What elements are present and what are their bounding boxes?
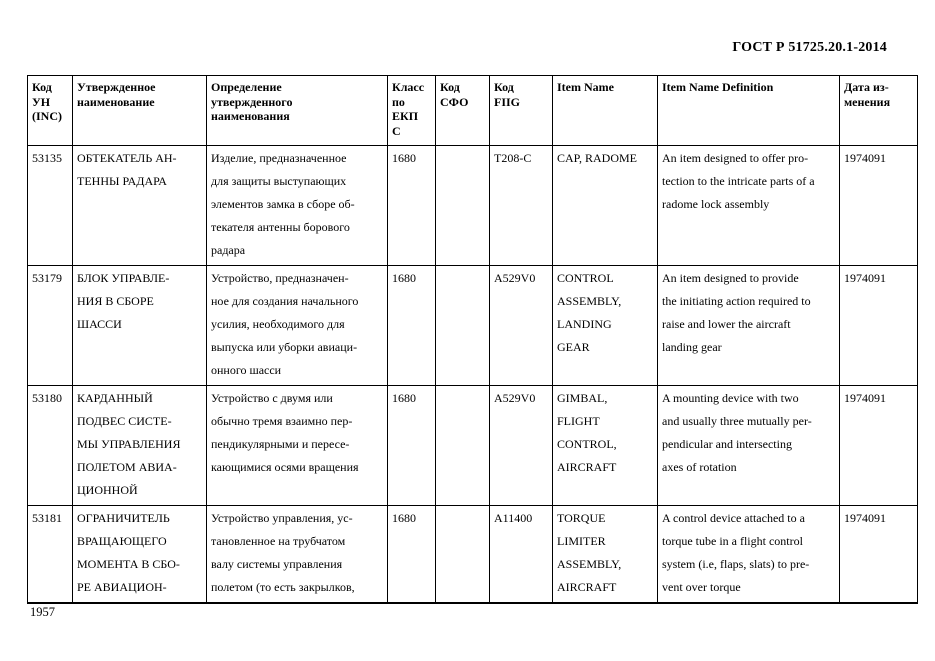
table-header-row [28, 76, 918, 146]
cell-definition-ru: Устройство управления, ус- тановленное на трубчатом валу системы управления полетом (то есть закрылков, [207, 506, 388, 604]
col-header-definition: Определение утвержденного наименования [207, 76, 388, 146]
cell-inc: 53180 [28, 386, 73, 506]
table-row [28, 386, 918, 506]
col-header-sfo: Код СФО [436, 76, 490, 146]
cell-item-name: TORQUE LIMITER ASSEMBLY, AIRCRAFT [553, 506, 658, 604]
cell-sfo [436, 386, 490, 506]
cell-definition-ru: Устройство, предназначен- ное для создания начального усилия, необходимого для выпуска или уборки авиаци- онного шасси [207, 266, 388, 386]
document-header: ГОСТ Р 51725.20.1-2014 [732, 40, 887, 55]
col-header-fiig: Код FIIG [490, 76, 553, 146]
cell-item-definition: An item designed to offer pro- tection to the intricate parts of a radome lock assembly [658, 146, 840, 266]
col-header-approved-name: Утвержденное наименование [73, 76, 207, 146]
col-header-inc: Код УН (INC) [28, 76, 73, 146]
cell-item-definition: A mounting device with two and usually three mutually per- pendicular and intersecting axes of rotation [658, 386, 840, 506]
cell-name-ru: КАРДАННЫЙ ПОДВЕС СИСТЕ- МЫ УПРАВЛЕНИЯ ПОЛЕТОМ АВИА- ЦИОННОЙ [73, 386, 207, 506]
cell-class: 1680 [388, 506, 436, 604]
table-row [28, 266, 918, 386]
cell-date: 1974091 [840, 146, 918, 266]
cell-sfo [436, 146, 490, 266]
catalog-table [27, 75, 918, 604]
cell-inc: 53179 [28, 266, 73, 386]
cell-inc: 53181 [28, 506, 73, 604]
cell-name-ru: БЛОК УПРАВЛЕ- НИЯ В СБОРЕ ШАССИ [73, 266, 207, 386]
col-header-item-definition: Item Name Definition [658, 76, 840, 146]
cell-date: 1974091 [840, 386, 918, 506]
cell-fiig: T208-C [490, 146, 553, 266]
cell-item-name: CAP, RADOME [553, 146, 658, 266]
cell-definition-ru: Устройство с двумя или обычно тремя взаимно пер- пендикулярными и пересе- кающимися осями вращения [207, 386, 388, 506]
cell-item-definition: A control device attached to a torque tube in a flight control system (i.e, flaps, slats) to pre- vent over torque [658, 506, 840, 604]
cell-fiig: A529V0 [490, 386, 553, 506]
cell-item-name: CONTROL ASSEMBLY, LANDING GEAR [553, 266, 658, 386]
cell-date: 1974091 [840, 266, 918, 386]
table-row [28, 506, 918, 604]
cell-fiig: A11400 [490, 506, 553, 604]
cell-inc: 53135 [28, 146, 73, 266]
cell-fiig: A529V0 [490, 266, 553, 386]
cell-class: 1680 [388, 146, 436, 266]
cell-sfo [436, 266, 490, 386]
col-header-change-date: Дата из- менения [840, 76, 918, 146]
col-header-item-name: Item Name [553, 76, 658, 146]
cell-name-ru: ОГРАНИЧИТЕЛЬ ВРАЩАЮЩЕГО МОМЕНТА В СБО- РЕ АВИАЦИОН- [73, 506, 207, 604]
cell-name-ru: ОБТЕКАТЕЛЬ АН- ТЕННЫ РАДАРА [73, 146, 207, 266]
cell-item-definition: An item designed to provide the initiating action required to raise and lower the aircraft landing gear [658, 266, 840, 386]
cell-definition-ru: Изделие, предназначенное для защиты выступающих элементов замка в сборе об- текателя антенны борового радара [207, 146, 388, 266]
page-number: 1957 [30, 605, 55, 619]
cell-sfo [436, 506, 490, 604]
cell-class: 1680 [388, 266, 436, 386]
cell-class: 1680 [388, 386, 436, 506]
cell-date: 1974091 [840, 506, 918, 604]
table-row [28, 146, 918, 266]
col-header-class: Класс по ЕКП С [388, 76, 436, 146]
cell-item-name: GIMBAL, FLIGHT CONTROL, AIRCRAFT [553, 386, 658, 506]
